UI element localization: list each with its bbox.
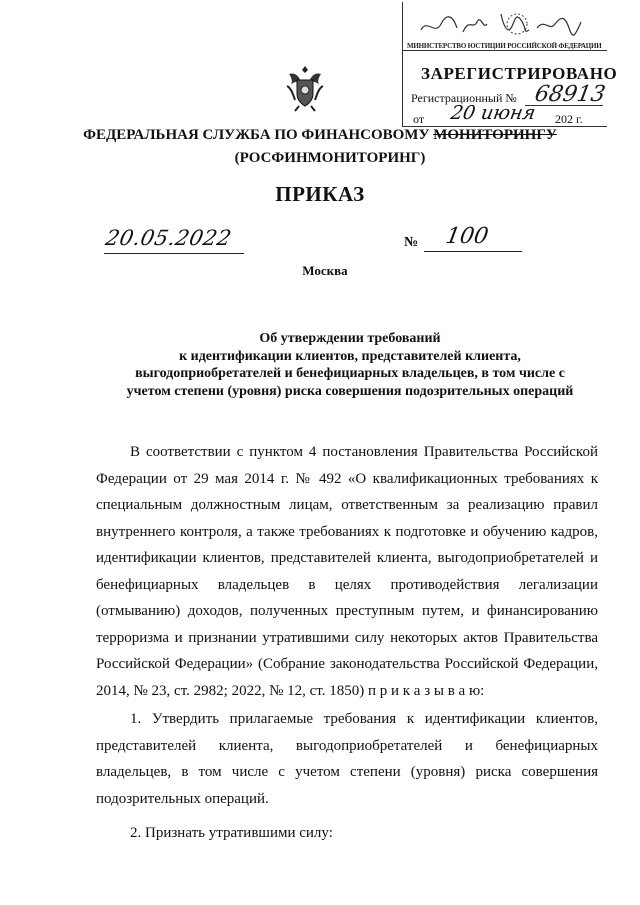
reg-number: 68913 bbox=[532, 82, 608, 107]
stamp-date: 20 июня bbox=[449, 102, 538, 124]
org-name-struck: МОНИТОРИНГУ bbox=[433, 127, 557, 143]
ministry-line: МИНИСТЕРСТВО ЮСТИЦИИ РОССИЙСКОЙ ФЕДЕРАЦИИ bbox=[407, 42, 602, 50]
org-name-line2: (РОСФИНМОНИТОРИНГ) bbox=[234, 150, 426, 166]
city: Москва bbox=[302, 263, 348, 278]
org-name-line1 bbox=[0, 127, 640, 144]
title-line3: выгодоприобретателей и бенефициарных владельцев, в том числе с bbox=[135, 366, 565, 381]
order-number: 100 bbox=[443, 224, 491, 249]
title-line2: к идентификации клиентов, представителей клиента, bbox=[179, 348, 521, 364]
stamp-year: 202 г. bbox=[555, 112, 583, 126]
stamp-title: ЗАРЕГИСТРИРОВАНО bbox=[421, 64, 618, 83]
stamp-divider bbox=[403, 50, 607, 51]
title-line1: Об утверждении требований bbox=[259, 331, 441, 346]
signature-scribble-icon bbox=[417, 8, 597, 42]
russian-coat-of-arms-icon bbox=[283, 62, 327, 114]
body-paragraph-1: В соответствии с пунктом 4 постановления Правительства Российской Федерации от 29 мая 2014 г. № 492 «О квалификационных требованиях к специальным должностным лицам, ответственным за реализацию правил внутреннего контроля, а также требованиях к подготовке и обучению кадров, идентификации клиентов, представителей клиента, выгодоприобретателей и бенефициарных владельцев в целях противодействия легализации (отмыванию) доходов, полученных преступным путем, и финансированию терроризма и признании утратившими силу некоторых актов Правительства Российской Федерации» (Собрание законодательства Российской Федерации, 2014, № 23, ст. 2982; 2022, № 12, ст. 1850) п р и к а з ы в а ю: bbox=[96, 444, 598, 699]
order-number-underline bbox=[424, 251, 522, 252]
title-line4: учетом степени (уровня) риска совершения подозрительных операций bbox=[126, 383, 574, 399]
order-date: 20.05.2022 bbox=[103, 226, 234, 250]
document-title bbox=[90, 330, 610, 400]
body-paragraph-3: 2. Признать утратившими силу: bbox=[130, 825, 333, 841]
reg-number-label: Регистрационный № bbox=[411, 91, 517, 105]
body-paragraph-2: 1. Утвердить прилагаемые требования к идентификации клиентов, представителей клиента, выгодоприобретателей и бенефициарных владельцев, в том числе с учетом степени (уровня) риска совершения подозрительных операций. bbox=[96, 711, 598, 807]
order-number-label: № bbox=[404, 235, 419, 250]
doc-type: ПРИКАЗ bbox=[275, 182, 365, 206]
registration-stamp bbox=[402, 2, 618, 127]
document-body bbox=[96, 439, 598, 847]
stamp-date-prefix: от bbox=[413, 112, 425, 126]
org-name-main: ФЕДЕРАЛЬНАЯ СЛУЖБА ПО ФИНАНСОВОМУ bbox=[83, 127, 430, 143]
reg-number-underline bbox=[525, 105, 603, 106]
order-date-underline bbox=[104, 253, 244, 254]
